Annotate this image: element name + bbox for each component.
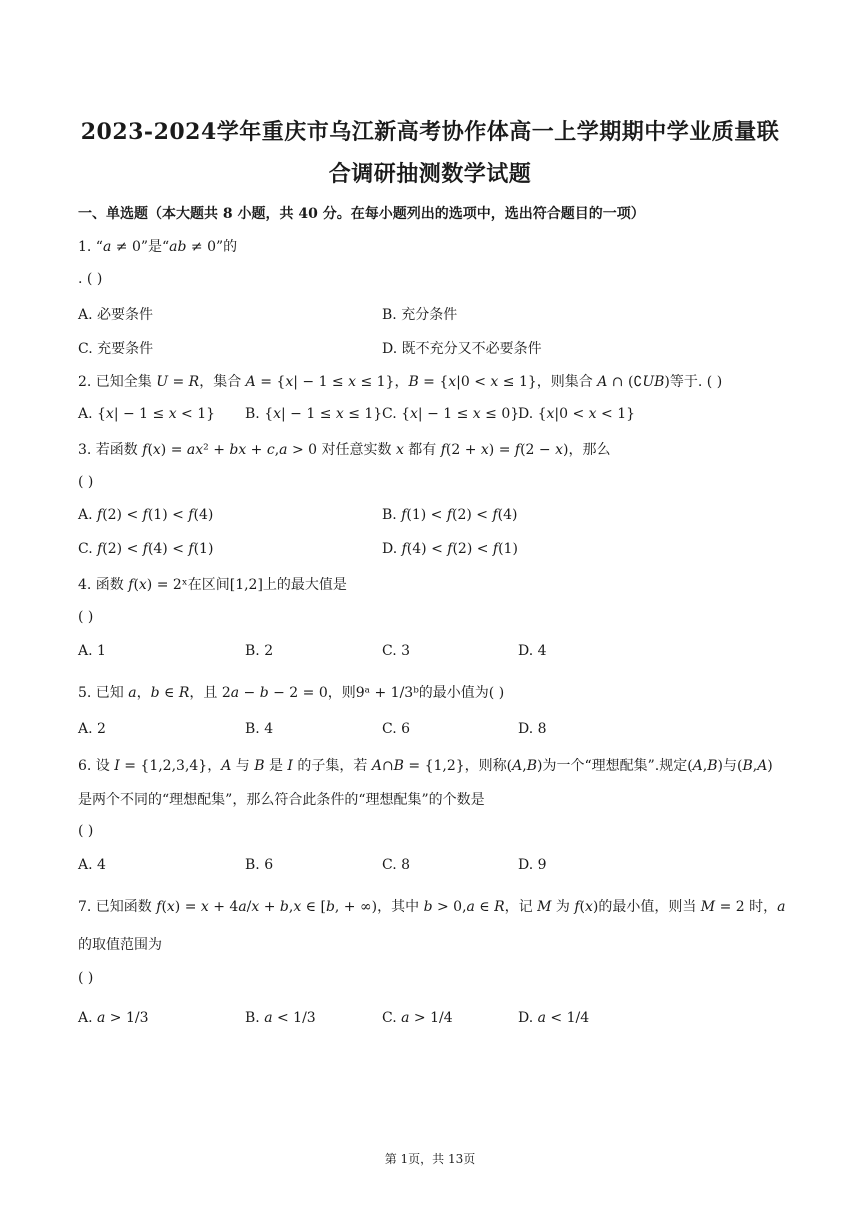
question-6-option-b: B. 6: [245, 857, 274, 873]
question-6-bracket: ( ): [78, 823, 94, 839]
question-2-option-b: B. {𝑥| − 1 ≤ 𝑥 ≤ 1}: [245, 406, 383, 422]
question-1-option-a: A. 必要条件: [78, 307, 154, 323]
question-5-stem: 5. 已知 𝑎，𝑏 ∈ 𝑅，且 2𝑎 − 𝑏 − 2 = 0，则9ᵃ + 1/3ᵇ的最小值为( ): [78, 685, 505, 701]
question-6-option-d: D. 9: [518, 857, 547, 873]
question-1-option-b: B. 充分条件: [382, 307, 458, 323]
question-4-option-a: A. 1: [78, 643, 106, 659]
question-3-option-a: A. 𝑓(2) < 𝑓(1) < 𝑓(4): [78, 507, 214, 523]
question-5-option-c: C. 6: [382, 721, 411, 737]
question-7-stem-line2: 的取值范围为: [78, 937, 162, 953]
question-7-bracket: ( ): [78, 970, 94, 986]
question-6-stem-line2: 是两个不同的“理想配集”，那么符合此条件的“理想配集”的个数是: [78, 792, 485, 808]
question-5-option-a: A. 2: [78, 721, 106, 737]
question-7-option-a: A. 𝑎 > 1/3: [78, 1010, 149, 1026]
section-heading: 一、单选题（本大题共 8 小题，共 40 分。在每小题列出的选项中，选出符合题目的一项）: [78, 206, 645, 222]
question-3-option-d: D. 𝑓(4) < 𝑓(2) < 𝑓(1): [382, 541, 518, 557]
question-1-stem: 1. “𝑎 ≠ 0”是“𝑎𝑏 ≠ 0”的: [78, 239, 238, 255]
question-2-option-d: D. {𝑥|0 < 𝑥 < 1}: [518, 406, 636, 422]
question-2-option-c: C. {𝑥| − 1 ≤ 𝑥 ≤ 0}: [382, 406, 520, 422]
question-4-option-b: B. 2: [245, 643, 274, 659]
page-footer: 第 1页，共 13页: [384, 1152, 476, 1166]
question-2-stem: 2. 已知全集 𝑈 = 𝑅，集合 𝐴 = {𝑥| − 1 ≤ 𝑥 ≤ 1}，𝐵 = {𝑥|0 < 𝑥 ≤ 1}，则集合 𝐴 ∩ (∁𝑈𝐵)等于. ( ): [78, 374, 723, 390]
question-3-option-b: B. 𝑓(1) < 𝑓(2) < 𝑓(4): [382, 507, 518, 523]
question-3-stem: 3. 若函数 𝑓(𝑥) = 𝑎𝑥² + 𝑏𝑥 + 𝑐,𝑎 > 0 对任意实数 𝑥 都有 𝑓(2 + 𝑥) = 𝑓(2 − 𝑥)，那么: [78, 442, 611, 458]
question-7-stem-line1: 7. 已知函数 𝑓(𝑥) = 𝑥 + 4𝑎/𝑥 + 𝑏,𝑥 ∈ [𝑏, + ∞)，其中 𝑏 > 0,𝑎 ∈ 𝑅，记 𝑀 为 𝑓(𝑥)的最小值，则当 𝑀 = 2 时，𝑎: [78, 899, 786, 915]
exam-title-line1: 2023-2024学年重庆市乌江新高考协作体高一上学期期中学业质量联: [80, 119, 780, 145]
question-4-stem: 4. 函数 𝑓(𝑥) = 2ˣ在区间[1,2]上的最大值是: [78, 577, 347, 593]
question-3-bracket: ( ): [78, 474, 94, 490]
question-1-option-d: D. 既不充分又不必要条件: [382, 341, 542, 357]
question-1-bracket: . ( ): [78, 271, 103, 287]
question-6-option-a: A. 4: [78, 857, 106, 873]
question-6-stem-line1: 6. 设 𝐼 = {1,2,3,4}，𝐴 与 𝐵 是 𝐼 的子集，若 𝐴∩𝐵 = {1,2}，则称(𝐴,𝐵)为一个“理想配集”.规定(𝐴,𝐵)与(𝐵,𝐴): [78, 758, 773, 774]
question-4-option-d: D. 4: [518, 643, 547, 659]
question-7-option-d: D. 𝑎 < 1/4: [518, 1010, 590, 1026]
question-7-option-c: C. 𝑎 > 1/4: [382, 1010, 453, 1026]
question-4-bracket: ( ): [78, 609, 94, 625]
question-2-option-a: A. {𝑥| − 1 ≤ 𝑥 < 1}: [78, 406, 216, 422]
question-5-option-d: D. 8: [518, 721, 547, 737]
question-7-option-b: B. 𝑎 < 1/3: [245, 1010, 316, 1026]
question-1-option-c: C. 充要条件: [78, 341, 154, 357]
question-5-option-b: B. 4: [245, 721, 274, 737]
exam-title-line2: 合调研抽测数学试题: [328, 161, 532, 187]
question-3-option-c: C. 𝑓(2) < 𝑓(4) < 𝑓(1): [78, 541, 214, 557]
question-6-option-c: C. 8: [382, 857, 411, 873]
question-4-option-c: C. 3: [382, 643, 411, 659]
